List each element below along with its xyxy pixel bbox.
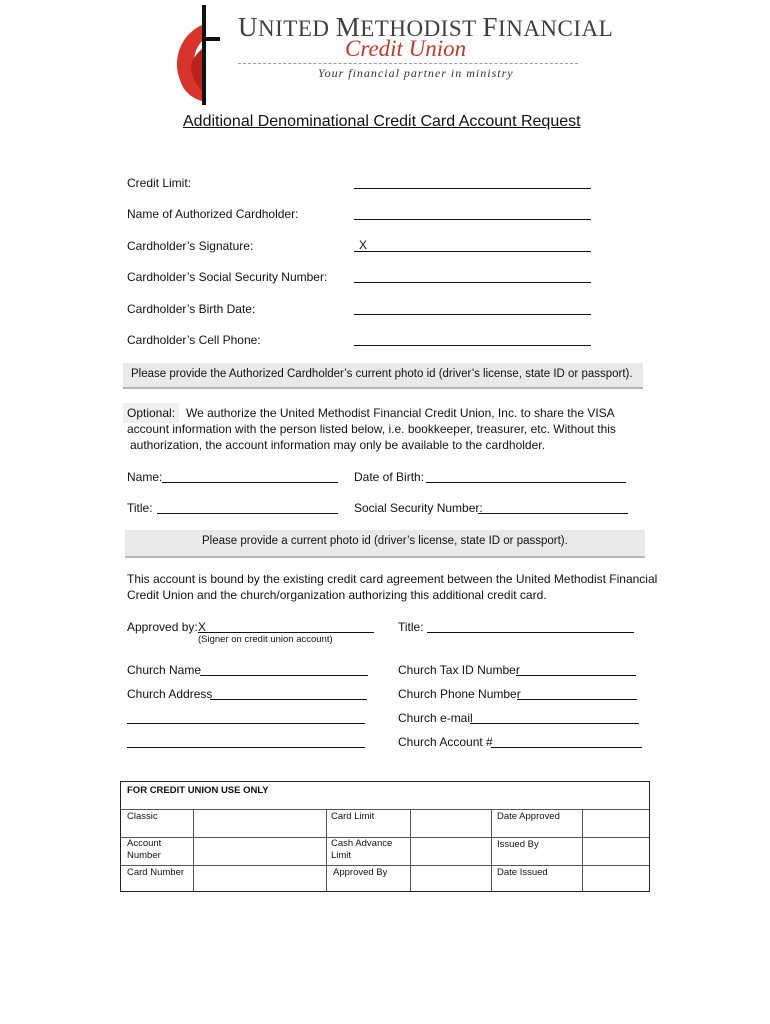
- signature-label: Cardholder’s Signature:: [127, 239, 254, 253]
- signature-line[interactable]: [354, 251, 591, 252]
- table-cell: Limit: [331, 850, 352, 861]
- church-address-line-3[interactable]: [127, 747, 365, 748]
- cell-phone-line[interactable]: [354, 345, 591, 346]
- logo-divider: [238, 63, 578, 64]
- approved-by-line[interactable]: [198, 632, 374, 633]
- signature-x-mark: X: [359, 238, 368, 252]
- optional-text-line3: authorization, the account information may only be available to the cardholder.: [130, 438, 545, 452]
- church-address-label: Church Address: [127, 687, 213, 701]
- birth-date-label: Cardholder’s Birth Date:: [127, 302, 256, 316]
- person-dob-line[interactable]: [426, 482, 626, 483]
- church-account-line[interactable]: [491, 747, 642, 748]
- optional-text-line1: We authorize the United Methodist Financial Credit Union, Inc. to share the VISA: [186, 406, 615, 420]
- signer-note: (Signer on credit union account): [198, 634, 333, 645]
- table-divider: [582, 809, 583, 891]
- church-phone-line[interactable]: [517, 699, 637, 700]
- credit-union-use-table: [120, 781, 650, 892]
- ssn-line[interactable]: [354, 282, 591, 283]
- table-divider: [193, 809, 194, 891]
- church-name-label: Church Name: [127, 663, 202, 677]
- person-dob-label: Date of Birth:: [354, 470, 425, 484]
- approval-title-label: Title:: [398, 620, 424, 634]
- church-address-line[interactable]: [210, 699, 367, 700]
- table-cell: Issued By: [497, 839, 539, 850]
- optional-label: Optional:: [127, 406, 176, 420]
- table-divider: [121, 865, 649, 866]
- agreement-line2: Credit Union and the church/organization authorizing this additional credit card.: [127, 588, 547, 602]
- table-cell: Number: [127, 850, 161, 861]
- birth-date-line[interactable]: [354, 314, 591, 315]
- approval-title-line[interactable]: [427, 632, 634, 633]
- photo-id-notice: Please provide the Authorized Cardholder’s current photo id (driver’s license, state ID or passport).: [131, 368, 633, 380]
- table-divider: [410, 809, 411, 891]
- approved-by-x-mark: X: [198, 620, 207, 634]
- credit-limit-label: Credit Limit:: [127, 176, 192, 190]
- authorized-cardholder-line[interactable]: [354, 219, 591, 220]
- authorized-cardholder-label: Name of Authorized Cardholder:: [127, 207, 299, 221]
- table-header: FOR CREDIT UNION USE ONLY: [127, 785, 269, 796]
- table-cell: Card Number: [127, 867, 185, 878]
- logo-title: UNITED METHODIST FINANCIAL: [238, 12, 614, 42]
- person-ssn-label: Social Security Number:: [354, 501, 483, 515]
- church-phone-label: Church Phone Number: [398, 687, 521, 701]
- agreement-line1: This account is bound by the existing credit card agreement between the United Methodist Financial: [127, 572, 658, 586]
- table-cell: Date Approved: [497, 811, 560, 822]
- church-email-line[interactable]: [470, 723, 639, 724]
- church-tax-id-line[interactable]: [516, 675, 636, 676]
- document-title: Additional Denominational Credit Card Account Request: [183, 113, 581, 130]
- table-cell: Card Limit: [331, 811, 375, 822]
- church-address-line-2[interactable]: [127, 723, 365, 724]
- table-cell: Account: [127, 838, 162, 849]
- church-account-label: Church Account #: [398, 735, 493, 749]
- optional-text-line2: account information with the person listed below, i.e. bookkeeper, treasurer, etc. Without this: [127, 422, 616, 436]
- person-title-label: Title:: [127, 501, 153, 515]
- table-cell: Date Issued: [497, 867, 548, 878]
- person-name-line[interactable]: [162, 482, 338, 483]
- person-title-line[interactable]: [157, 513, 338, 514]
- ssn-label: Cardholder’s Social Security Number:: [127, 270, 328, 284]
- table-divider: [326, 809, 327, 891]
- church-name-line[interactable]: [200, 675, 368, 676]
- table-cell: Cash Advance: [331, 838, 393, 849]
- table-divider: [121, 809, 649, 810]
- table-cell: Classic: [127, 811, 158, 822]
- photo-id-notice-2: Please provide a current photo id (driver’s license, state ID or passport).: [202, 535, 568, 547]
- methodist-cross-flame-logo: [172, 5, 232, 105]
- church-email-label: Church e-mail: [398, 711, 473, 725]
- logo-subtitle: Credit Union: [345, 36, 467, 61]
- table-cell: Approved By: [333, 867, 388, 878]
- approved-by-label: Approved by:: [127, 620, 198, 634]
- cell-phone-label: Cardholder’s Cell Phone:: [127, 333, 261, 347]
- credit-limit-line[interactable]: [354, 188, 591, 189]
- church-tax-id-label: Church Tax ID Number: [398, 663, 520, 677]
- table-divider: [491, 809, 492, 891]
- person-ssn-line[interactable]: [478, 513, 628, 514]
- logo-tagline: Your financial partner in ministry: [318, 66, 514, 80]
- person-name-label: Name:: [127, 470, 163, 484]
